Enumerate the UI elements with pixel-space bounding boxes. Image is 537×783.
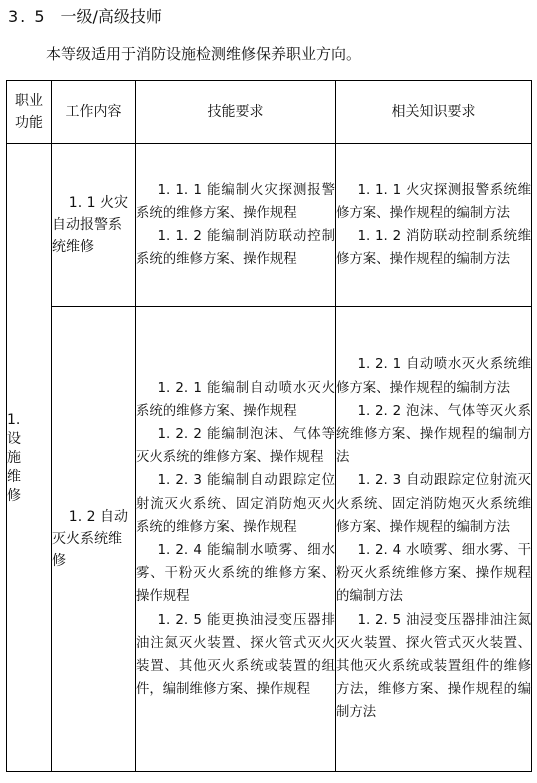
knowledge-cell — [336, 144, 532, 307]
skill-cell — [136, 307, 336, 772]
knowledge-item: 1. 2. 1 自动喷水灭火系统维修方案、操作规程的编制方法 — [336, 357, 531, 396]
work-cell — [52, 144, 136, 307]
function-number: 1. — [7, 411, 21, 428]
section-number: 3. 5 — [8, 7, 47, 26]
knowledge-item: 1. 2. 2 泡沫、气体等灭火系统维修方案、操作规程的编制方法 — [336, 403, 531, 466]
skill-item: 1. 2. 3 能编制自动跟踪定位射流灭火系统、固定消防炮灭火系统的维修方案、操作规程 — [136, 473, 335, 535]
intro-paragraph: 本等级适用于消防设施检测维修保养职业方向。 — [46, 45, 362, 63]
work-content: 1. 2 自动灭火系统维修 — [52, 509, 128, 569]
table-header-row — [7, 81, 532, 144]
header-work: 工作内容 — [52, 81, 136, 144]
work-cell — [52, 307, 136, 772]
table-row — [7, 144, 532, 307]
header-skill: 技能要求 — [136, 81, 336, 144]
knowledge-item: 1. 2. 5 油浸变压器排油注氮灭火装置、探火管式灭火装置、其他灭火系统或装置组件的维修方法，维修方案、操作规程的编制方法 — [336, 612, 531, 721]
skill-item: 1. 1. 1 能编制火灾探测报警系统的维修方案、操作规程 — [136, 182, 335, 221]
table-row — [7, 307, 532, 772]
section-heading — [8, 6, 162, 28]
work-content: 1. 1 火灾自动报警系统维修 — [52, 195, 128, 255]
knowledge-cell — [336, 307, 532, 772]
skill-item: 1. 2. 4 能编制水喷雾、细水雾、干粉灭火系统的维修方案、操作规程 — [136, 543, 335, 605]
knowledge-item: 1. 1. 2 消防联动控制系统维修方案、操作规程的编制方法 — [336, 229, 531, 268]
skill-cell — [136, 144, 336, 307]
knowledge-item: 1. 2. 4 水喷雾、细水雾、干粉灭火系统维修方案、操作规程的编制方法 — [336, 543, 531, 605]
knowledge-item: 1. 1. 1 火灾探测报警系统维修方案、操作规程的编制方法 — [336, 182, 531, 221]
requirements-table — [6, 80, 532, 772]
header-knowledge: 相关知识要求 — [336, 81, 532, 144]
section-title: 一级/高级技师 — [60, 7, 162, 26]
skill-item: 1. 2. 1 能编制自动喷水灭火系统的维修方案、操作规程 — [136, 380, 335, 419]
skill-item: 1. 1. 2 能编制消防联动控制系统的维修方案、操作规程 — [136, 229, 335, 268]
header-function-label: 职业功能 — [15, 93, 43, 131]
header-function — [7, 81, 52, 144]
skill-item: 1. 2. 2 能编制泡沫、气体等灭火系统的维修方案、操作规程 — [136, 426, 335, 466]
skill-item: 1. 2. 5 能更换油浸变压器排油注氮灭火装置、探火管式灭火装置、其他灭火系统或装置的组件，编制维修方案、操作规程 — [136, 612, 335, 698]
function-name: 设施维修 — [7, 430, 21, 504]
function-cell — [7, 144, 52, 772]
knowledge-item: 1. 2. 3 自动跟踪定位射流灭火系统、固定消防炮灭火系统维修方案、操作规程的编制方法 — [336, 473, 531, 535]
